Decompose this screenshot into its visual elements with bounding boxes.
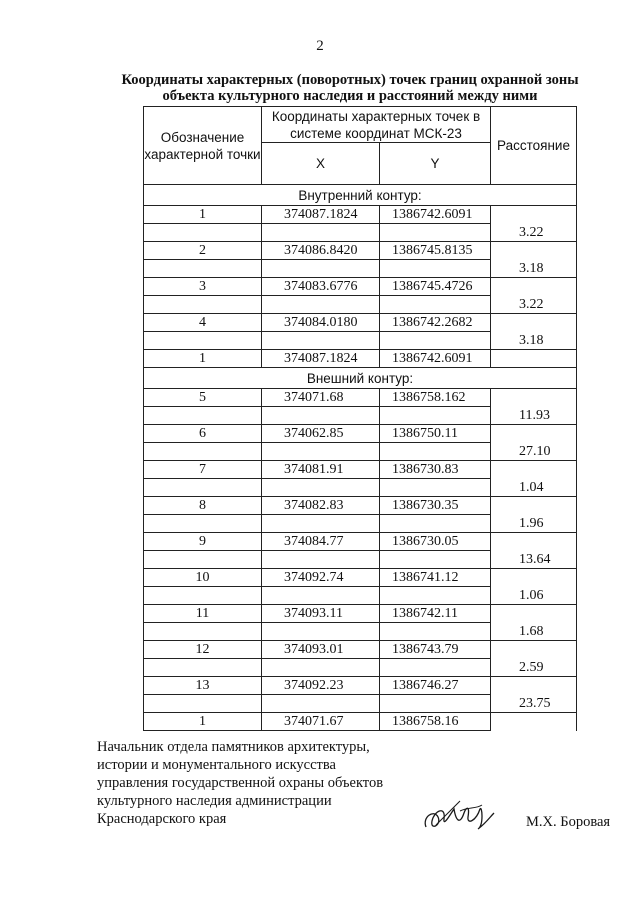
distance-value: 1.06 [491,587,577,605]
distance-spacer [491,278,577,296]
distance-value: 27.10 [491,443,577,461]
x-coordinate: 374092.23 [262,677,380,695]
empty-cell [262,296,380,314]
empty-cell [262,623,380,641]
empty-cell [144,332,262,350]
y-coordinate: 1386745.4726 [380,278,491,296]
table-row [144,314,577,332]
distance-row [144,224,577,242]
x-coordinate: 374071.68 [262,389,380,407]
distance-value: 1.04 [491,479,577,497]
table-row [144,569,577,587]
empty-cell [144,407,262,425]
footer-line: управления государственной охраны объектов [97,775,384,791]
point-number: 1 [144,713,262,731]
y-coordinate: 1386742.6091 [380,350,491,368]
section-title: Внешний контур: [144,368,577,389]
empty-cell [380,260,491,278]
x-coordinate: 374084.77 [262,533,380,551]
distance-spacer [491,677,577,695]
empty-cell [262,587,380,605]
distance-spacer [491,461,577,479]
document-title [100,72,600,104]
empty-cell [262,260,380,278]
empty-cell [262,407,380,425]
empty-cell [144,695,262,713]
empty-cell [380,407,491,425]
distance-spacer [491,641,577,659]
empty-cell [262,659,380,677]
empty-cell [262,479,380,497]
empty-cell [144,515,262,533]
y-coordinate: 1386742.11 [380,605,491,623]
point-number: 8 [144,497,262,515]
empty-cell [380,296,491,314]
distance-spacer [491,350,577,368]
distance-row [144,260,577,278]
y-coordinate: 1386742.6091 [380,206,491,224]
point-number: 5 [144,389,262,407]
y-coordinate: 1386758.162 [380,389,491,407]
distance-value: 13.64 [491,551,577,569]
empty-cell [380,443,491,461]
section-row [144,368,577,389]
footer-line: культурного наследия администрации [97,793,332,809]
distance-value: 1.96 [491,515,577,533]
distance-row [144,551,577,569]
empty-cell [380,515,491,533]
empty-cell [262,224,380,242]
section-title: Внутренний контур: [144,185,577,206]
empty-cell [144,479,262,497]
empty-cell [380,479,491,497]
table-row [144,425,577,443]
distance-row [144,443,577,461]
x-coordinate: 374082.83 [262,497,380,515]
point-number: 3 [144,278,262,296]
table-row [144,206,577,224]
table-row [144,242,577,260]
table-row [144,713,577,731]
point-number: 4 [144,314,262,332]
x-coordinate: 374062.85 [262,425,380,443]
distance-value: 1.68 [491,623,577,641]
distance-row [144,659,577,677]
distance-spacer [491,389,577,407]
signer-name: М.Х. Боровая [526,814,611,830]
header-distance: Расстояние [491,107,577,185]
empty-cell [380,332,491,350]
distance-row [144,587,577,605]
empty-cell [144,623,262,641]
distance-spacer [491,533,577,551]
distance-row [144,407,577,425]
y-coordinate: 1386750.11 [380,425,491,443]
distance-value: 11.93 [491,407,577,425]
x-coordinate: 374087.1824 [262,350,380,368]
point-number: 1 [144,350,262,368]
distance-spacer [491,206,577,224]
point-number: 10 [144,569,262,587]
point-number: 7 [144,461,262,479]
empty-cell [144,551,262,569]
x-coordinate: 374093.11 [262,605,380,623]
distance-value: 2.59 [491,659,577,677]
distance-value: 3.18 [491,332,577,350]
y-coordinate: 1386745.8135 [380,242,491,260]
section-row [144,185,577,206]
distance-spacer [491,425,577,443]
table-body [144,185,577,731]
y-coordinate: 1386746.27 [380,677,491,695]
distance-spacer [491,242,577,260]
y-coordinate: 1386758.16 [380,713,491,731]
point-number: 12 [144,641,262,659]
footer-line: Начальник отдела памятников архитектуры, [97,739,370,755]
distance-row [144,623,577,641]
distance-spacer [491,497,577,515]
empty-cell [262,551,380,569]
empty-cell [380,587,491,605]
y-coordinate: 1386730.83 [380,461,491,479]
empty-cell [262,443,380,461]
x-coordinate: 374092.74 [262,569,380,587]
signature-block [97,738,383,828]
header-point: Обозначение характерной точки [144,107,262,185]
point-number: 2 [144,242,262,260]
y-coordinate: 1386730.35 [380,497,491,515]
x-coordinate: 374081.91 [262,461,380,479]
y-coordinate: 1386743.79 [380,641,491,659]
table-row [144,605,577,623]
header-y: Y [380,143,491,185]
empty-cell [262,695,380,713]
y-coordinate: 1386742.2682 [380,314,491,332]
empty-cell [380,551,491,569]
empty-cell [380,695,491,713]
distance-value: 23.75 [491,695,577,713]
table-row [144,389,577,407]
table-row [144,533,577,551]
distance-spacer [491,569,577,587]
distance-spacer [491,314,577,332]
x-coordinate: 374086.8420 [262,242,380,260]
handwritten-signature [420,795,500,840]
distance-value: 3.22 [491,296,577,314]
distance-spacer [491,605,577,623]
x-coordinate: 374071.67 [262,713,380,731]
distance-value: 3.22 [491,224,577,242]
empty-cell [144,443,262,461]
table-row [144,641,577,659]
point-number: 9 [144,533,262,551]
table-row [144,350,577,368]
point-number: 11 [144,605,262,623]
empty-cell [144,659,262,677]
y-coordinate: 1386741.12 [380,569,491,587]
point-number: 6 [144,425,262,443]
footer-line: истории и монументального искусства [97,757,336,773]
x-coordinate: 374084.0180 [262,314,380,332]
header-x: X [262,143,380,185]
distance-row [144,332,577,350]
x-coordinate: 374093.01 [262,641,380,659]
distance-row [144,479,577,497]
distance-row [144,695,577,713]
x-coordinate: 374087.1824 [262,206,380,224]
empty-cell [144,296,262,314]
title-line-2: объекта культурного наследия и расстояний между ними [162,88,538,104]
empty-cell [144,224,262,242]
empty-cell [144,260,262,278]
distance-row [144,296,577,314]
empty-cell [144,587,262,605]
empty-cell [262,515,380,533]
empty-cell [380,623,491,641]
y-coordinate: 1386730.05 [380,533,491,551]
title-line-1: Координаты характерных (поворотных) точек границ охранной зоны [121,72,579,88]
point-number: 13 [144,677,262,695]
distance-value: 3.18 [491,260,577,278]
empty-cell [380,224,491,242]
coordinates-table [143,106,577,731]
distance-spacer [491,713,577,731]
empty-cell [262,332,380,350]
table-row [144,497,577,515]
footer-line: Краснодарского края [97,811,227,827]
header-coordinates: Координаты характерных точек в системе координат МСК-23 [262,107,491,143]
point-number: 1 [144,206,262,224]
table-row [144,278,577,296]
page-number: 2 [316,38,324,54]
distance-row [144,515,577,533]
table-row [144,461,577,479]
empty-cell [380,659,491,677]
x-coordinate: 374083.6776 [262,278,380,296]
table-row [144,677,577,695]
